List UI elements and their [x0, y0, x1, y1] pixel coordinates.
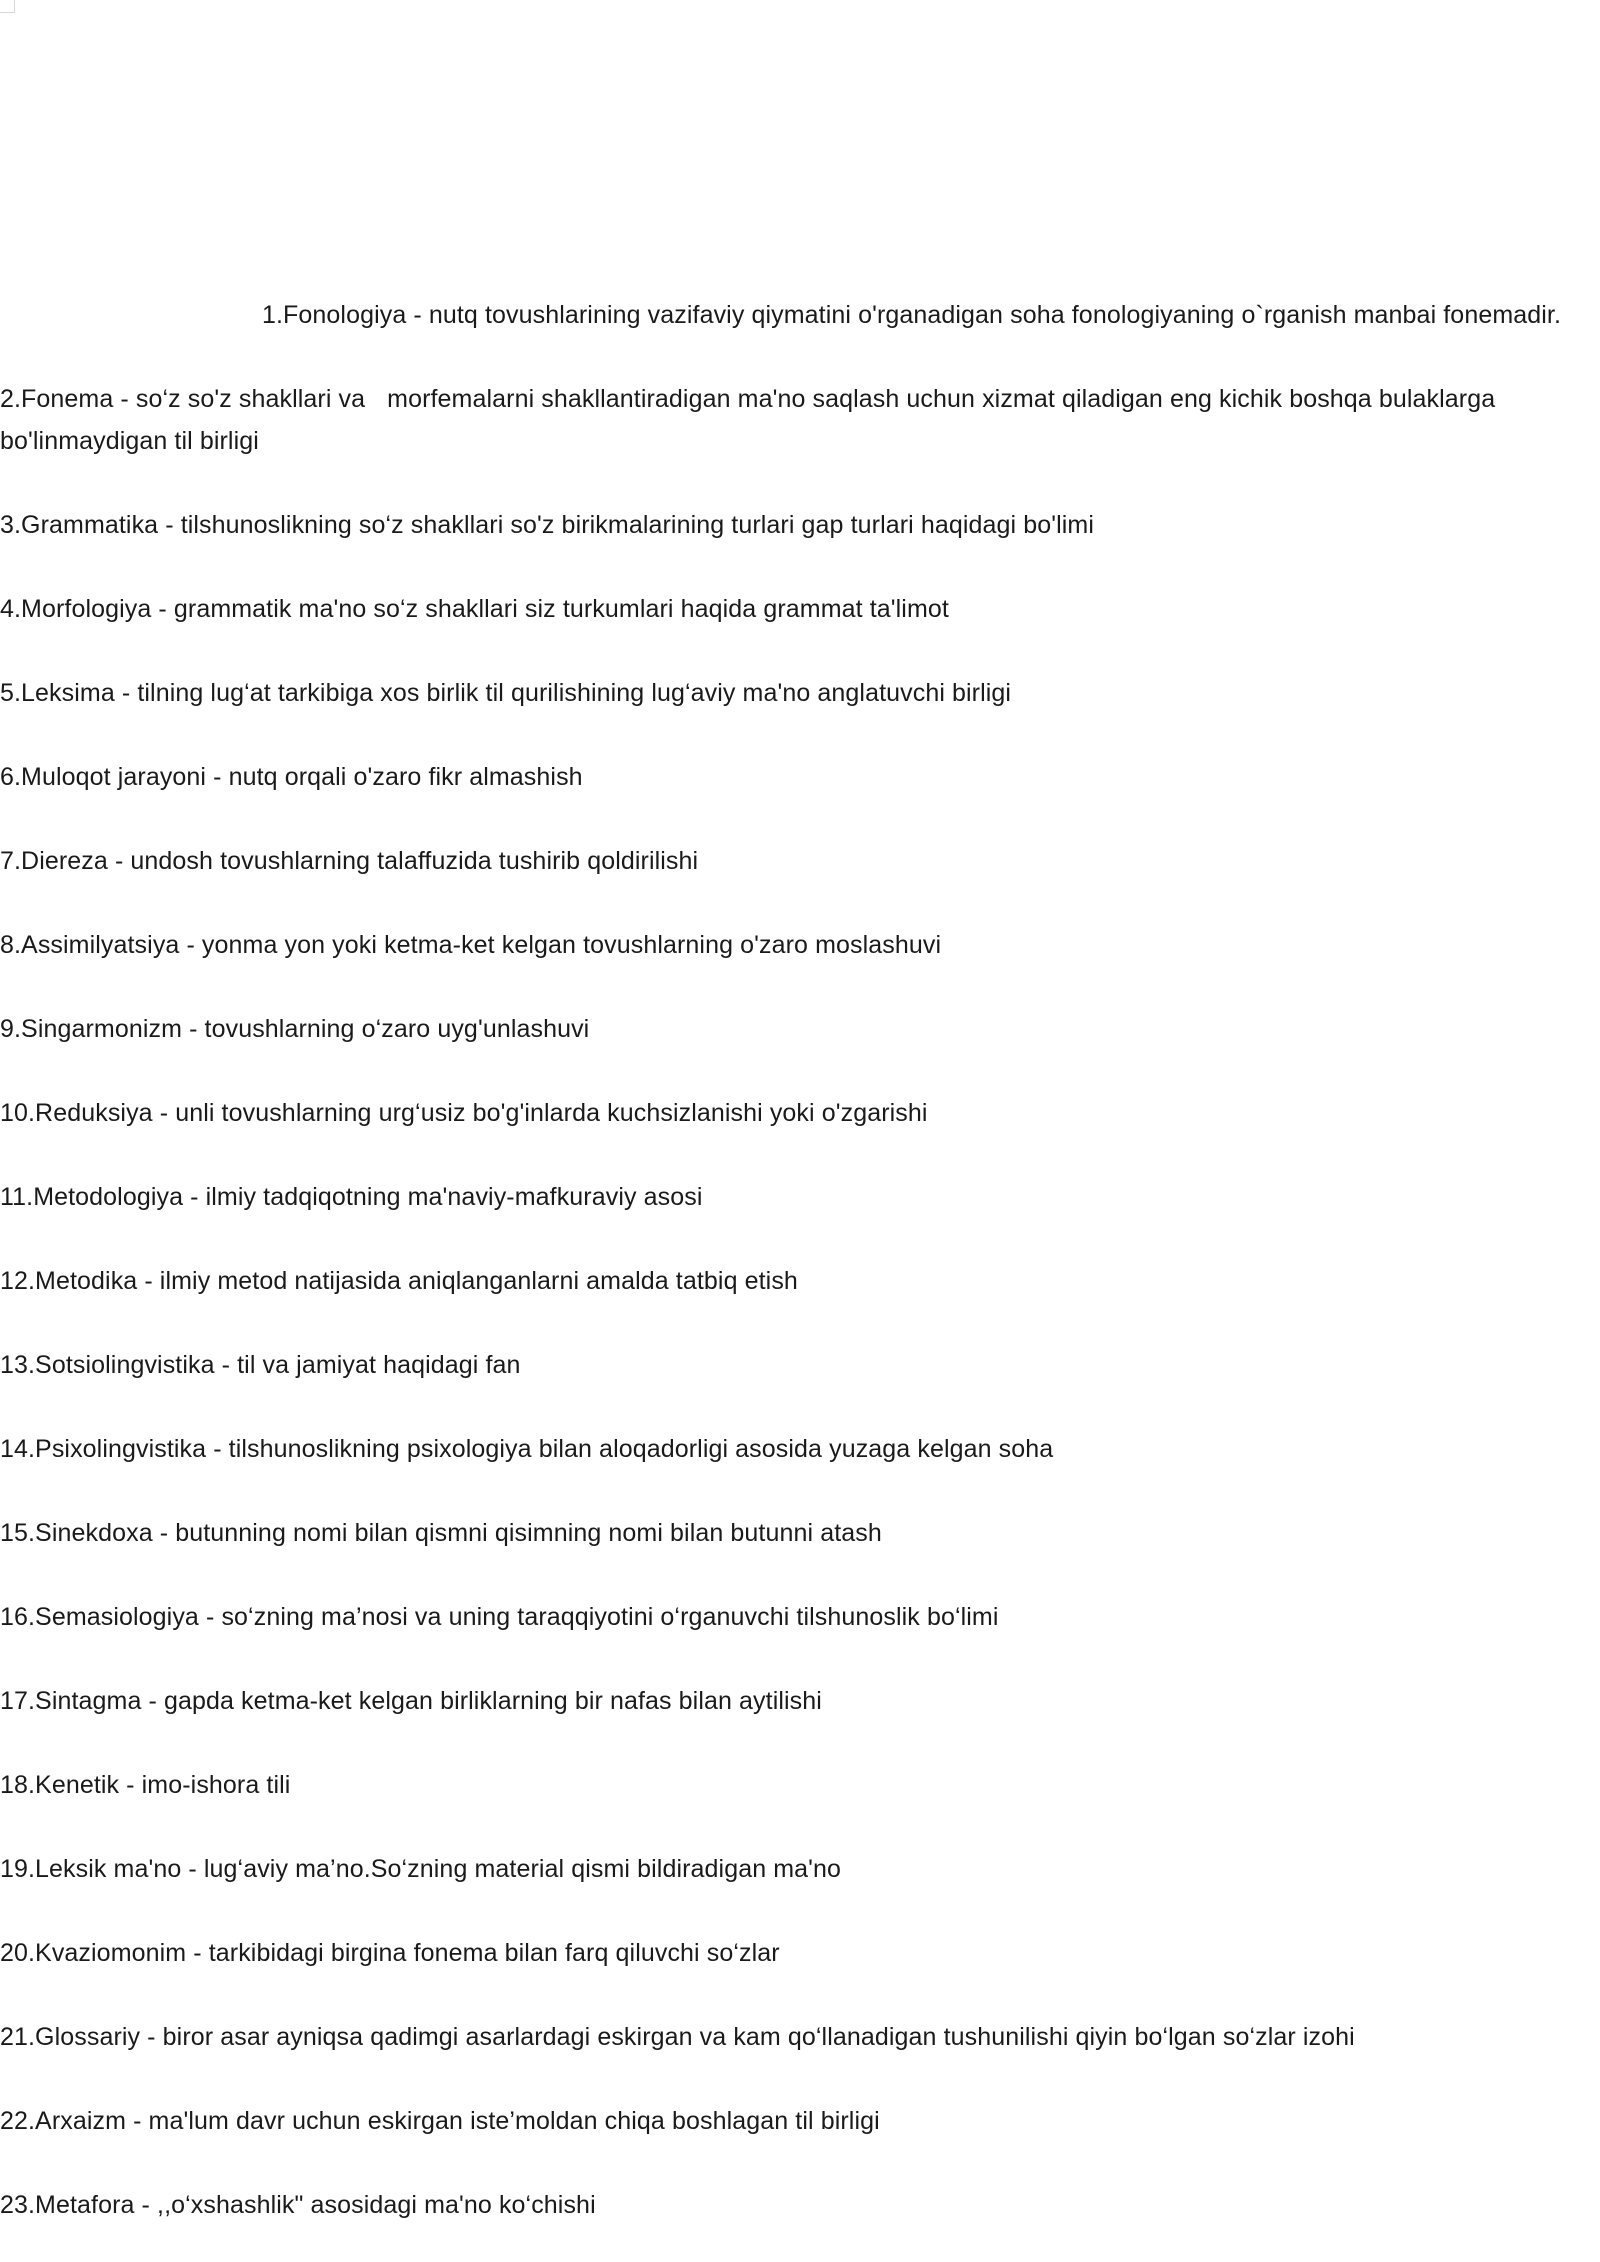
definition-sinekdoxa: 15.Sinekdoxa - butunning nomi bilan qismni qisimning nomi bilan butunni atash — [0, 1519, 882, 1547]
definition-metodologiya: 11.Metodologiya - ilmiy tadqiqotning ma'naviy-mafkuraviy asosi — [0, 1183, 703, 1211]
definition-fonema-continuation: bo'linmaydigan til birligi — [0, 427, 259, 455]
definition-sotsiolingvistika: 13.Sotsiolingvistika - til va jamiyat haqidagi fan — [0, 1351, 521, 1379]
definition-grammatika: 3.Grammatika - tilshunoslikning so‘z shakllari so'z birikmalarining turlari gap turlari haqidagi bo'limi — [0, 511, 1094, 539]
definition-fonologiya: 1.Fonologiya - nutq tovushlarining vazifaviy qiymatini o'rganadigan soha fonologiyaning o`rganish manbai fonemadir. — [262, 301, 1561, 329]
definition-leksik-mano: 19.Leksik ma'no - lug‘aviy ma’no.So‘zning material qismi bildiradigan ma'no — [0, 1855, 842, 1883]
definition-kvaziomonim: 20.Kvaziomonim - tarkibidagi birgina fonema bilan farq qiluvchi so‘zlar — [0, 1939, 780, 1967]
definition-reduksiya: 10.Reduksiya - unli tovushlarning urg‘usiz bo'g'inlarda kuchsizlanishi yoki o'zgarishi — [0, 1099, 928, 1127]
definition-diereza: 7.Diereza - undosh tovushlarning talaffuzida tushirib qoldirilishi — [0, 847, 699, 875]
definition-metafora: 23.Metafora - ,,o‘xshashlik" asosidagi ma'no ko‘chishi — [0, 2191, 596, 2219]
definition-semasiologiya: 16.Semasiologiya - so‘zning ma’nosi va uning taraqqiyotini o‘rganuvchi tilshunoslik bo‘limi — [0, 1603, 999, 1631]
definition-fonema-part2: morfemalarni shakllantiradigan ma'no saqlash uchun xizmat qiladigan eng kichik boshqa bulaklarga — [387, 385, 1496, 413]
definition-psixolingvistika: 14.Psixolingvistika - tilshunoslikning psixologiya bilan aloqadorligi asosida yuzaga kelgan soha — [0, 1435, 1054, 1463]
definition-singarmonizm: 9.Singarmonizm - tovushlarning o‘zaro uyg'unlashuvi — [0, 1015, 590, 1043]
definition-muloqot-jarayoni: 6.Muloqot jarayoni - nutq orqali o'zaro fikr almashish — [0, 763, 583, 791]
definition-sintagma: 17.Sintagma - gapda ketma-ket kelgan birliklarning bir nafas bilan aytilishi — [0, 1687, 822, 1715]
definition-fonema-part1: 2.Fonema - so‘z so'z shakllari va — [0, 385, 366, 413]
definition-fonema — [0, 378, 1495, 420]
definition-assimilyatsiya: 8.Assimilyatsiya - yonma yon yoki ketma-ket kelgan tovushlarning o'zaro moslashuvi — [0, 931, 942, 959]
definition-morfologiya: 4.Morfologiya - grammatik ma'no so‘z shakllari siz turkumlari haqida grammat ta'limot — [0, 595, 949, 623]
definition-arxaizm: 22.Arxaizm - ma'lum davr uchun eskirgan iste’moldan chiqa boshlagan til birligi — [0, 2107, 880, 2135]
definition-glossariy: 21.Glossariy - biror asar ayniqsa qadimgi asarlardagi eskirgan va kam qo‘llanadigan tushunilishi qiyin bo‘lgan so‘zlar izohi — [0, 2023, 1355, 2051]
definition-kenetik: 18.Kenetik - imo-ishora tili — [0, 1771, 291, 1799]
definition-metodika: 12.Metodika - ilmiy metod natijasida aniqlanganlarni amalda tatbiq etish — [0, 1267, 798, 1295]
definition-leksima: 5.Leksima - tilning lug‘at tarkibiga xos birlik til qurilishining lug‘aviy ma'no anglatuvchi birligi — [0, 679, 1012, 707]
